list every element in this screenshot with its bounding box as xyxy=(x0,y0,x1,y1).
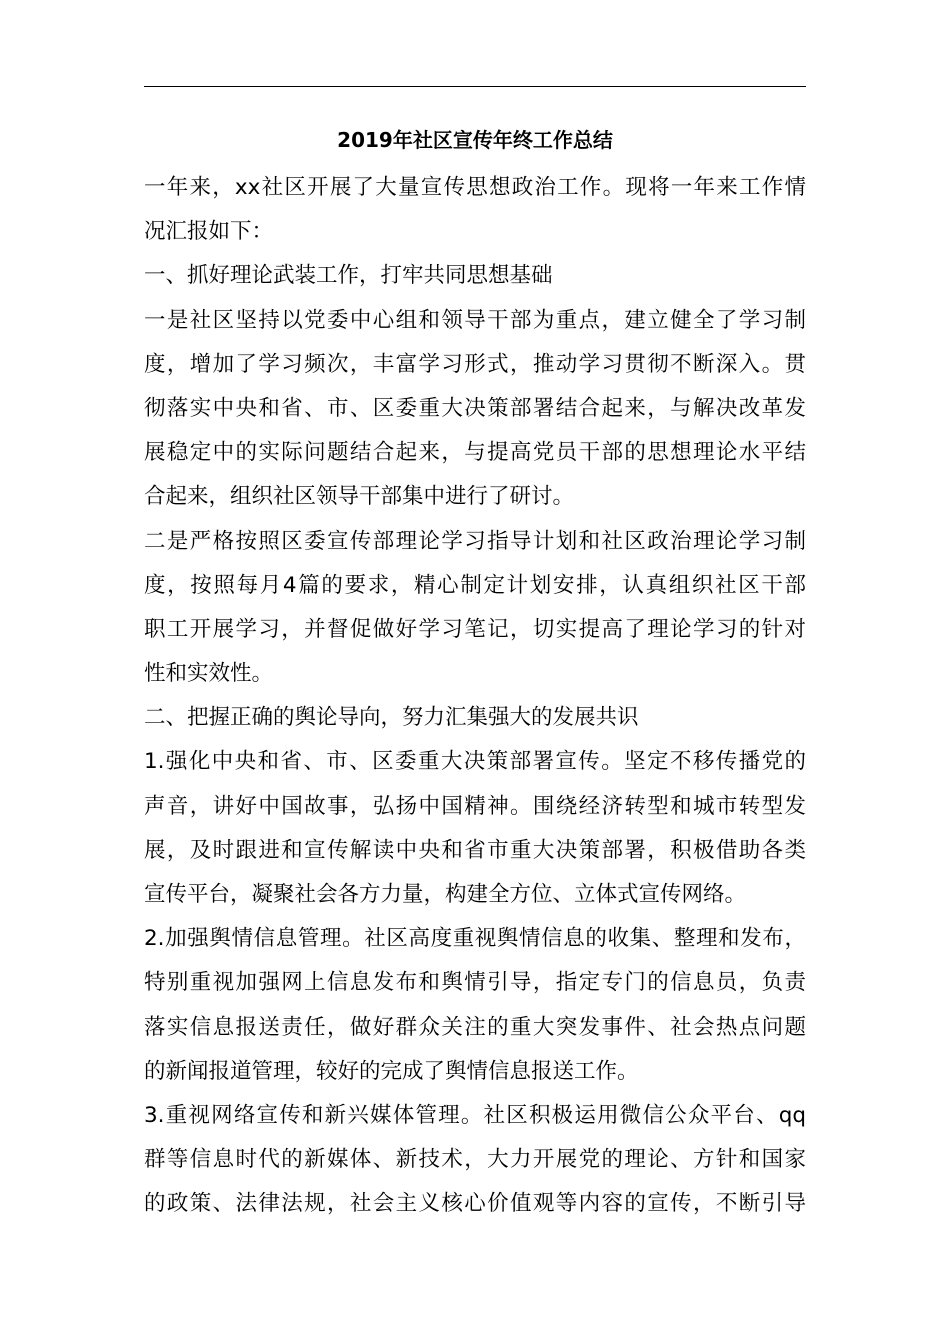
body-line: 展，及时跟进和宣传解读中央和省市重大决策部署，积极借助各类 xyxy=(144,837,806,863)
body-line: 2.加强舆情信息管理。社区高度重视舆情信息的收集、整理和发布， xyxy=(144,926,806,952)
body-line: 一是社区坚持以党委中心组和领导干部为重点，建立健全了学习制 xyxy=(144,307,806,333)
body-line: 声音，讲好中国故事，弘扬中国精神。围绕经济转型和城市转型发 xyxy=(144,793,806,819)
document-body xyxy=(144,166,806,1227)
body-line: 度，按照每月4篇的要求，精心制定计划安排，认真组织社区干部 xyxy=(144,572,806,598)
body-line: 的新闻报道管理，较好的完成了舆情信息报送工作。 xyxy=(144,1058,639,1084)
body-line: 性和实效性。 xyxy=(144,661,274,687)
body-line: 一年来，xx社区开展了大量宣传思想政治工作。现将一年来工作情 xyxy=(144,175,806,200)
body-line: 群等信息时代的新媒体、新技术，大力开展党的理论、方针和国家 xyxy=(144,1147,806,1173)
body-line: 1.强化中央和省、市、区委重大决策部署宣传。坚定不移传播党的 xyxy=(144,749,806,775)
body-line: 彻落实中央和省、市、区委重大决策部署结合起来，与解决改革发 xyxy=(144,395,806,421)
header-rule xyxy=(144,86,806,87)
body-line: 合起来，组织社区领导干部集中进行了研讨。 xyxy=(144,484,575,510)
body-line: 宣传平台，凝聚社会各方力量，构建全方位、立体式宣传网络。 xyxy=(144,882,747,907)
body-line: 特别重视加强网上信息发布和舆情引导，指定专门的信息员，负责 xyxy=(144,970,806,996)
body-line: 二是严格按照区委宣传部理论学习指导计划和社区政治理论学习制 xyxy=(144,528,806,554)
document-title: 2019年社区宣传年终工作总结 xyxy=(337,128,613,152)
body-line: 一、抓好理论武装工作，打牢共同思想基础 xyxy=(144,263,553,289)
body-line: 的政策、法律法规，社会主义核心价值观等内容的宣传，不断引导 xyxy=(144,1191,806,1217)
body-line: 展稳定中的实际问题结合起来，与提高党员干部的思想理论水平结 xyxy=(144,440,806,466)
body-line: 度，增加了学习频次，丰富学习形式，推动学习贯彻不断深入。贯 xyxy=(144,351,806,377)
body-line: 二、把握正确的舆论导向，努力汇集强大的发展共识 xyxy=(144,705,639,731)
body-line: 3.重视网络宣传和新兴媒体管理。社区积极运用微信公众平台、qq xyxy=(144,1102,806,1128)
body-line: 落实信息报送责任，做好群众关注的重大突发事件、社会热点问题 xyxy=(144,1014,806,1040)
body-line: 况汇报如下： xyxy=(144,219,274,245)
body-line: 职工开展学习，并督促做好学习笔记，切实提高了理论学习的针对 xyxy=(144,616,806,642)
